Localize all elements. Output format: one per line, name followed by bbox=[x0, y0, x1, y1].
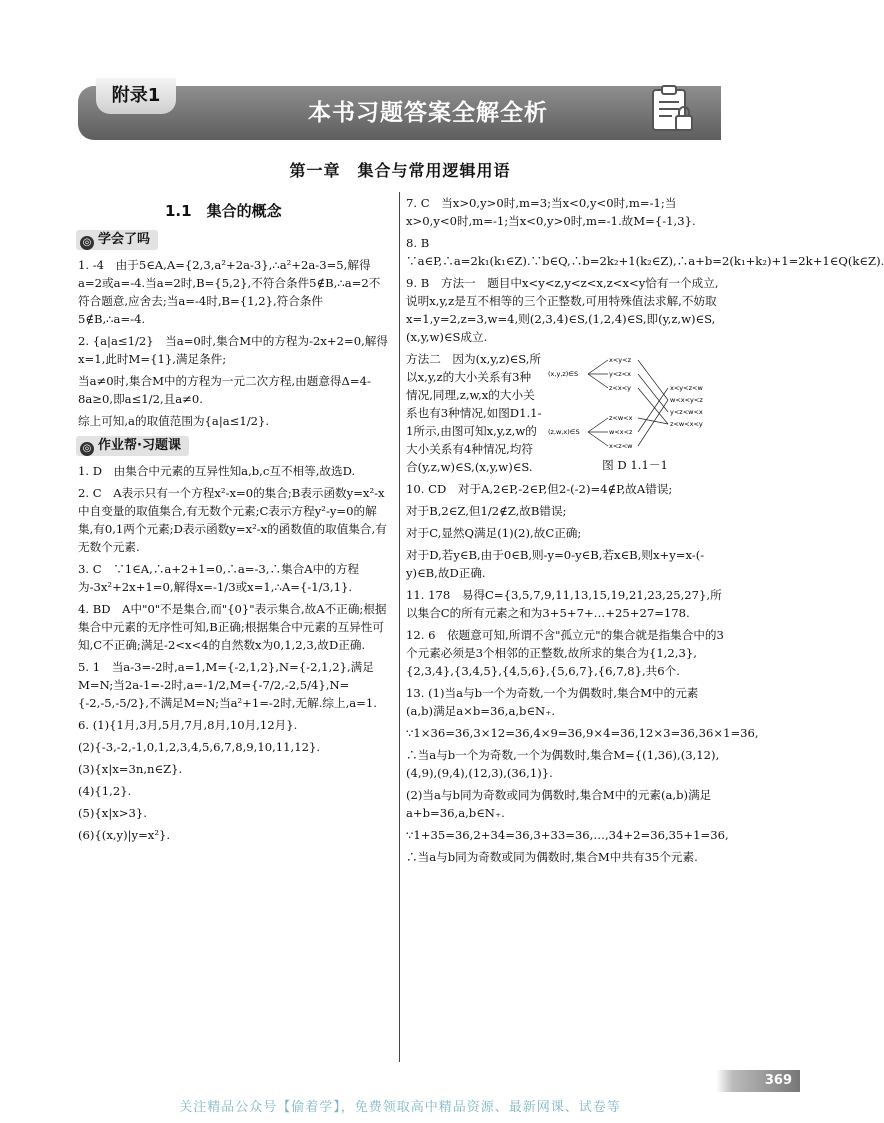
answer-item: 10. CD 对于A,2∈P,-2∈P,但2-(-2)=4∉P,故A错误; bbox=[406, 482, 673, 496]
target-icon: ◎ bbox=[80, 442, 94, 456]
page-number: 369 bbox=[716, 1070, 800, 1092]
clipboard-lock-icon bbox=[650, 84, 696, 134]
appendix-banner bbox=[78, 78, 721, 144]
answer-item: 当a≠0时,集合M中的方程为一元二次方程,由题意得Δ=4-8a≥0,即a≤1/2,且a≠0. bbox=[78, 374, 371, 406]
answer-item: 3. C ∵1∈A,∴a+2+1=0,∴a=-3,∴集合A中的方程为-3x²+2x+1=0,解得x=-1/3或x=1,∴A={-1/3,1}. bbox=[78, 562, 360, 594]
chapter-title: 第一章 集合与常用逻辑用语 bbox=[289, 161, 511, 180]
figure-label: w<x<z bbox=[609, 428, 633, 436]
page-title: 本书习题答案全解全析 bbox=[308, 100, 548, 126]
answer-item: (2)当a与b同为奇数或同为偶数时,集合M中的元素(a,b)满足a+b=36,a,b∈N₊. bbox=[406, 788, 712, 820]
figure-caption: 图 D 1.1－1 bbox=[602, 458, 668, 472]
section-tab-homework bbox=[76, 436, 189, 456]
figure-label: (z,w,x)∈S bbox=[548, 428, 580, 436]
answer-item: ∴当a与b同为奇数或同为偶数时,集合M中共有35个元素. bbox=[406, 850, 698, 864]
answer-item: 11. 178 易得C={3,5,7,9,11,13,15,19,21,23,25,27},所以集合C的所有元素之和为3+5+7+…+25+27=178. bbox=[406, 588, 722, 620]
answer-item: 1. -4 由于5∈A,A={2,3,a²+2a-3},∴a²+2a-3=5,解得a=2或a=-4.当a=2时,B={5,2},不符合条件5∉B,∴a=2不符合题意,应舍去;当a=-4时,B={1,2},符合条件5∉B,∴a=-4. bbox=[78, 258, 381, 326]
figure-label: x<y<z bbox=[609, 356, 631, 364]
figure-label: w<x<y<z bbox=[670, 396, 703, 404]
answer-item: 8. B ∵a∈P,∴a=2k₁(k₁∈Z).∵b∈Q,∴b=2k₂+1(k₂∈Z),∴a+b=2(k₁+k₂)+1=2k+1∈Q(k∈Z). bbox=[406, 236, 884, 268]
answer-item: 对于C,显然Q满足(1)(2),故C正确; bbox=[406, 526, 582, 540]
answer-item: 9. B 方法一 题目中x<y<z,y<z<x,z<x<y恰有一个成立,说明x,y,z是互不相等的三个正整数,可用特殊值法求解,不妨取x=1,y=2,z=3,w=4,则(2,3,4)∈S,(1,2,4)∈S,即(y,z,w)∈S,(x,y,w)∈S成立. bbox=[406, 276, 719, 344]
answer-item: 2. {a|a≤1/2} 当a=0时,集合M中的方程为-2x+2=0,解得x=1,此时M={1},满足条件; bbox=[78, 334, 388, 366]
tab-label: 学会了吗 bbox=[98, 232, 151, 247]
figure-label: y<z<x bbox=[609, 370, 631, 378]
answer-item: 12. 6 依题意可知,所谓不含"孤立元"的集合就是指集合中的3个元素必须是3个相邻的正整数,故所求的集合为{1,2,3},{2,3,4},{3,4,5},{4,5,6},{5,6,7},{6,7,8},共6个. bbox=[406, 628, 724, 678]
answer-item: ∴当a与b一个为奇数,一个为偶数时,集合M={(1,36),(3,12),(4,9),(9,4),(12,3),(36,1)}. bbox=[406, 748, 720, 780]
answer-item: 6. (1){1月,3月,5月,7月,8月,10月,12月}. bbox=[78, 718, 298, 732]
answer-item: ∵1×36=36,3×12=36,4×9=36,9×4=36,12×3=36,36×1=36, bbox=[406, 726, 759, 740]
answer-item: ∵1+35=36,2+34=36,3+33=36,…,34+2=36,35+1=36, bbox=[406, 828, 729, 842]
answer-item: (6){(x,y)|y=x²}. bbox=[78, 828, 171, 842]
answer-item: 对于D,若y∈B,由于0∈B,则-y=0-y∈B,若x∈B,则x+y=x-(-y)∈B,故D正确. bbox=[406, 548, 705, 580]
appendix-tag: 附录1 bbox=[96, 78, 176, 114]
target-icon: ◎ bbox=[80, 236, 94, 250]
right-column bbox=[406, 194, 884, 870]
answer-item: 方法二 因为(x,y,z)∈S,所以x,y,z的大小关系有3种情况,同理,z,w,x的大小关系也有3种情况,如图D1.1-1所示,由图可知x,y,z,w的大小关系有4种情况,均符合(y,z,w)∈S,(x,y,w)∈S. bbox=[406, 352, 542, 474]
figure-label: z<x<y bbox=[609, 384, 631, 392]
answer-item: 1. D 由集合中元素的互异性知a,b,c互不相等,故选D. bbox=[78, 464, 356, 478]
answer-item: 2. C A表示只有一个方程x²-x=0的集合;B表示函数y=x²-x中自变量的取值集合,有无数个元素;C表示方程y²-y=0的解集,有0,1两个元素;D表示函数y=x²-x的函数值的取值集合,有无数个元素. bbox=[78, 486, 387, 554]
section-title: 1.1 集合的概念 bbox=[165, 202, 282, 220]
section-tab-learned bbox=[76, 230, 158, 250]
figure-label: x<y<z<w bbox=[670, 384, 703, 392]
answer-item: (3){x|x=3n,n∈Z}. bbox=[78, 762, 183, 776]
answer-item: (5){x|x>3}. bbox=[78, 806, 147, 820]
tab-label: 作业帮·习题课 bbox=[98, 438, 181, 453]
answer-item: 4. BD A中"0"不是集合,而"{0}"表示集合,故A不正确;根据集合中元素的无序性可知,B正确;根据集合中元素的互异性可知,C不正确;满足-2<x<4的自然数x为0,1,2,3,故D正确. bbox=[78, 602, 387, 652]
answer-item: (2){-3,-2,-1,0,1,2,3,4,5,6,7,8,9,10,11,12}. bbox=[78, 740, 321, 754]
figure-label: z<w<x<y bbox=[670, 420, 703, 428]
answer-item: 对于B,2∈Z,但1/2∉Z,故B错误; bbox=[406, 504, 567, 518]
answer-item: 7. C 当x>0,y>0时,m=3;当x<0,y<0时,m=-1;当x>0,y<0时,m=-1;当x<0,y>0时,m=-1.故M={-1,3}. bbox=[406, 196, 696, 228]
figure-label: (x,y,z)∈S bbox=[548, 370, 579, 378]
answer-item: 综上可知,a的取值范围为{a|a≤1/2}. bbox=[78, 414, 270, 428]
figure-d1-1-1 bbox=[546, 350, 724, 458]
figure-label: z<w<x bbox=[609, 414, 633, 422]
figure-label: x<z<w bbox=[609, 442, 633, 450]
answer-item: 5. 1 当a-3=-2时,a=1,M={-2,1,2},N={-2,1,2},满足M=N;当2a-1=-2时,a=-1/2,M={-7/2,-2,5/4},N={-2,-5,-5/2},不满足M=N;当a²+1=-2时,无解.综上,a=1. bbox=[78, 660, 377, 710]
figure-label: y<z<w<x bbox=[670, 408, 703, 416]
left-column bbox=[78, 228, 390, 848]
column-divider bbox=[399, 192, 400, 1062]
footer-watermark: 关注精品公众号【偷着学】，免费领取高中精品资源、最新网课、试卷等 bbox=[179, 1100, 621, 1115]
answer-item: 13. (1)当a与b一个为奇数,一个为偶数时,集合M中的元素(a,b)满足a×b=36,a,b∈N₊. bbox=[406, 686, 699, 718]
answer-item: (4){1,2}. bbox=[78, 784, 132, 798]
